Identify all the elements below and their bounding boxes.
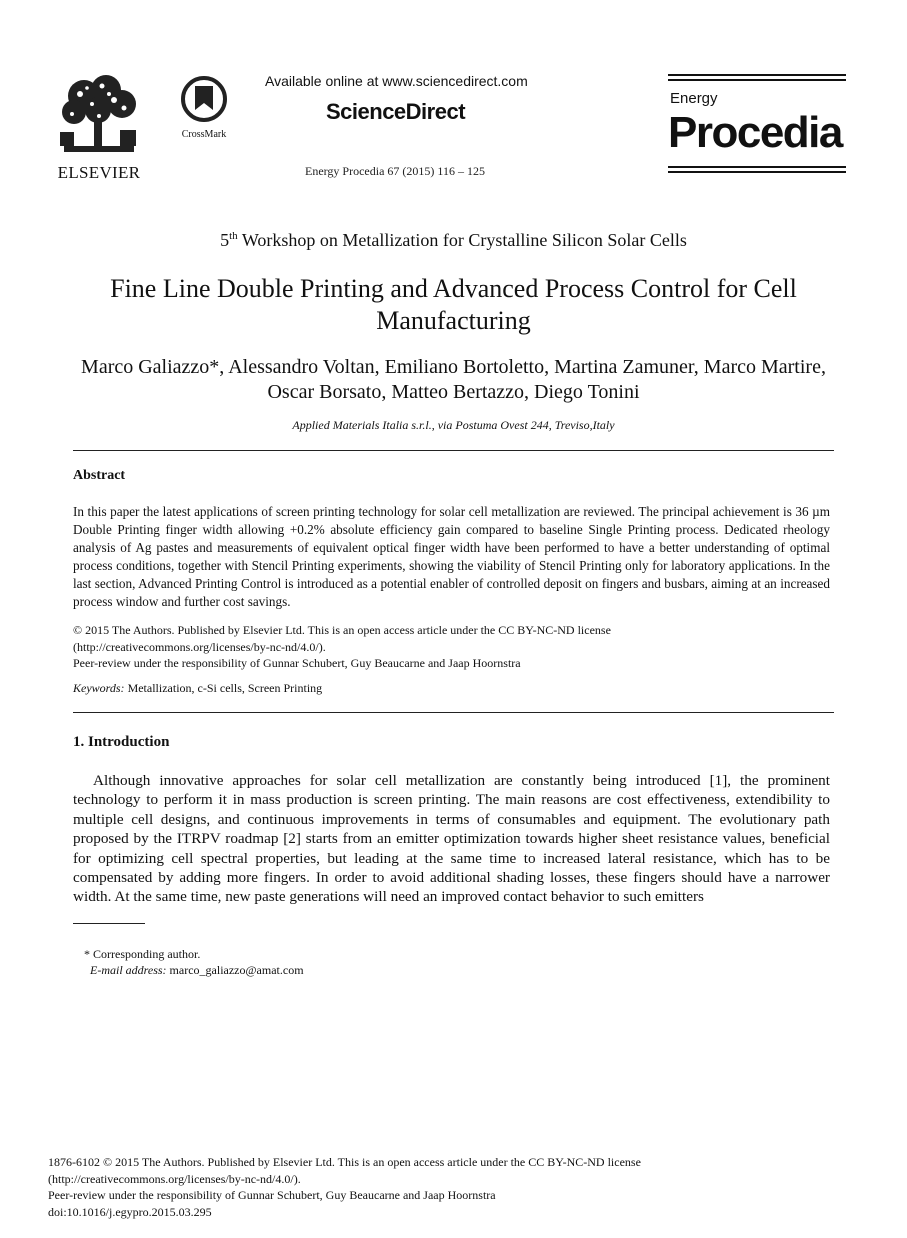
bottom-peer-review-line: Peer-review under the responsibility of Gunnar Schubert, Guy Beaucarne and Jaap Hoornstra — [48, 1188, 496, 1202]
keywords-label: Keywords: — [73, 681, 125, 695]
copyright-block — [73, 622, 834, 672]
email-line — [84, 962, 304, 978]
abstract-text: In this paper the latest applications of screen printing technology for solar cell metallization are reviewed. The principal achievement is 36 µm Double Printing finger width allowing +0.2% absolute efficiency gain compared to baseline Single Printing process. Dedicated rheology analysis of Ag pastes and measurements of equivalent optical finger width have been performed to have a better understanding of optimal process conditions, together with Stencil Printing experiments, showing the viability of Stencil Printing only for laboratory applications. In the last section, Advanced Printing Control is introduced as a potential enabler of controlled deposit on fingers and busbars, aiming at an increased process window and further cost savings. — [73, 504, 830, 609]
workshop-suffix: th — [229, 230, 238, 242]
affiliation: Applied Materials Italia s.r.l., via Postuma Ovest 244, Treviso,Italy — [292, 418, 615, 432]
author-list: Marco Galiazzo*, Alessandro Voltan, Emiliano Bortoletto, Martina Zamuner, Marco Martire, Oscar Borsato, Matteo Bertazzo, Diego Tonini — [81, 356, 826, 403]
energy-procedia-logo — [668, 74, 846, 178]
procedia-bottom-rule — [668, 166, 846, 168]
procedia-bottom-rule-2 — [668, 171, 846, 173]
abstract-bottom-rule — [73, 712, 834, 713]
journal-citation: Energy Procedia 67 (2015) 116 – 125 — [305, 164, 485, 178]
email-label: E-mail address: — [90, 963, 167, 977]
elsevier-tree-icon — [54, 74, 144, 156]
elsevier-logo — [50, 74, 148, 182]
email-address[interactable]: marco_galiazzo@amat.com — [166, 963, 304, 977]
procedia-top-rule-2 — [668, 79, 846, 81]
abstract-top-rule — [73, 450, 834, 451]
issn-copyright-line: 1876-6102 © 2015 The Authors. Published by Elsevier Ltd. This is an open access article under the CC BY-NC-ND license — [48, 1155, 641, 1169]
workshop-number: 5 — [220, 230, 230, 250]
license-link[interactable]: (http://creativecommons.org/licenses/by-nc-nd/4.0/). — [73, 639, 326, 654]
doi-line[interactable]: doi:10.1016/j.egypro.2015.03.295 — [48, 1204, 212, 1219]
workshop-title — [0, 230, 907, 251]
footnote — [84, 946, 304, 978]
crossmark-label: CrossMark — [181, 129, 227, 140]
abstract-heading: Abstract — [73, 468, 126, 483]
bottom-license-link[interactable]: (http://creativecommons.org/licenses/by-nc-nd/4.0/). — [48, 1171, 301, 1186]
corresponding-author-note: * Corresponding author. — [84, 947, 201, 961]
introduction-heading: 1. Introduction — [73, 734, 170, 750]
crossmark-badge[interactable] — [176, 76, 232, 140]
copyright-line: © 2015 The Authors. Published by Elsevier Ltd. This is an open access article under the CC BY-NC-ND license — [73, 623, 611, 637]
procedia-top-rule — [668, 74, 846, 76]
procedia-energy-label: Energy — [670, 90, 718, 107]
elsevier-wordmark: ELSEVIER — [57, 163, 141, 182]
keywords-value: Metallization, c-Si cells, Screen Printing — [124, 681, 323, 695]
keywords — [73, 681, 322, 696]
available-online-text: Available online at www.sciencedirect.com — [265, 73, 528, 89]
bottom-license-block — [48, 1154, 868, 1220]
sciencedirect-logo[interactable]: ScienceDirect — [326, 99, 466, 124]
footnote-rule — [73, 923, 145, 924]
workshop-rest: Workshop on Metallization for Crystalline Silicon Solar Cells — [237, 230, 687, 250]
introduction-text: Although innovative approaches for solar cell metallization are constantly being introduced [1], the prominent technology to perform it in mass production is screen printing. The main reasons are cost effectiveness, extendibility to multiple cell designs, and continuous improvements in terms of consumables and equipment. The evolutionary path proposed by the ITRPV roadmap [2] starts from an emitter optimization towards higher sheet resistance values, beneficial for optimizing cell spectral properties, but leading at the same time to increased lateral resistance, which has to be compensated by adding more fingers. In order to avoid additional shading losses, these fingers should have a narrower width. At the same time, new paste generations will need an improved contact behavior to such emitters — [73, 772, 830, 906]
paper-title: Fine Line Double Printing and Advanced Process Control for Cell Manufacturing — [110, 274, 797, 335]
crossmark-icon — [181, 76, 227, 122]
peer-review-line: Peer-review under the responsibility of Gunnar Schubert, Guy Beaucarne and Jaap Hoornstra — [73, 656, 521, 670]
procedia-wordmark: Procedia — [668, 108, 842, 157]
